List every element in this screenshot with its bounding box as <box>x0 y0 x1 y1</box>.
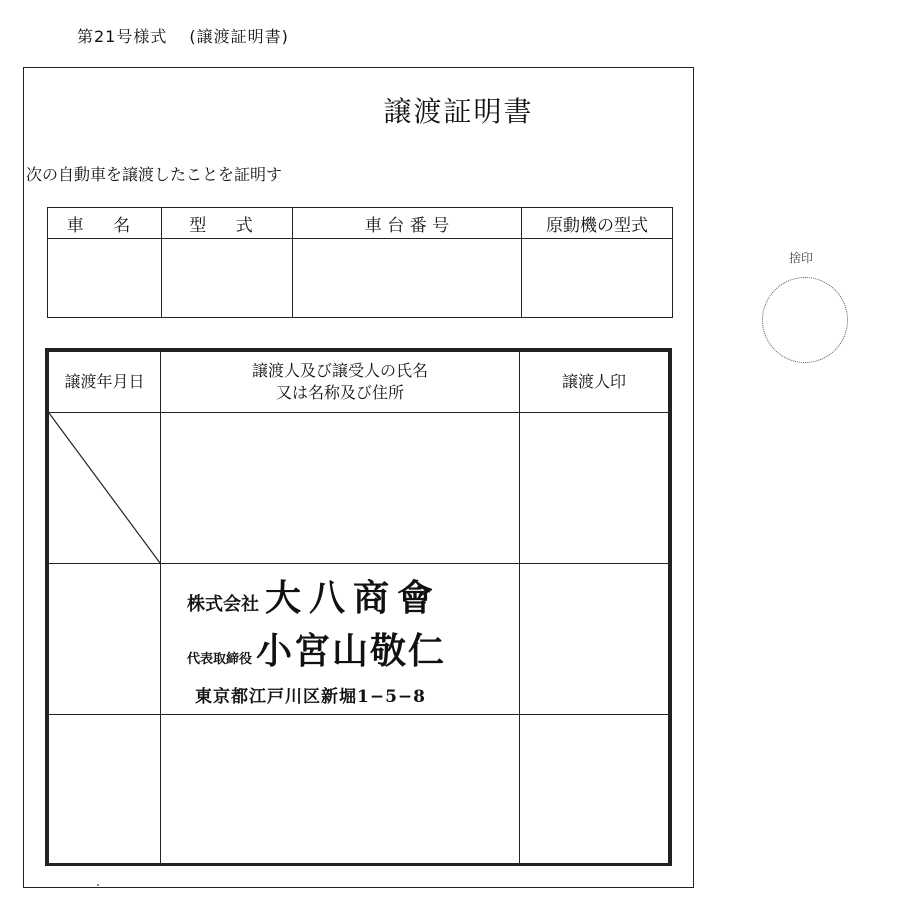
form-number-text: 第21号様式 <box>77 27 168 46</box>
date-cell-crossed <box>49 413 161 564</box>
chassis-number-field[interactable] <box>293 239 522 318</box>
engine-model-field[interactable] <box>522 239 673 318</box>
page-title: 譲渡証明書 <box>383 95 534 128</box>
vehicle-header-row <box>48 208 673 239</box>
header-car-name: 車 名 <box>48 208 162 239</box>
seal-cell[interactable] <box>520 564 669 715</box>
date-cell[interactable] <box>49 715 161 866</box>
header-engine-model: 原動機の型式 <box>522 208 673 239</box>
model-field[interactable] <box>162 239 293 318</box>
diagonal-line <box>49 413 160 563</box>
transfer-row <box>49 413 669 564</box>
stamp-person: 小宮山敬仁 <box>256 630 447 672</box>
header-chassis-number: 車 台 番 号 <box>293 208 522 239</box>
transfer-header-row <box>49 352 669 413</box>
form-number <box>77 24 289 47</box>
header-names-line1: 譲渡人及び譲受人の氏名 <box>251 360 428 380</box>
seal-cell[interactable] <box>520 413 669 564</box>
form-name: (譲渡証明書) <box>189 27 289 46</box>
header-transferor-seal: 譲渡人印 <box>520 352 669 413</box>
header-model: 型 式 <box>162 208 293 239</box>
scan-speck <box>97 884 99 886</box>
names-cell[interactable] <box>161 715 520 866</box>
names-cell-stamped[interactable] <box>161 564 520 715</box>
seal-cell[interactable] <box>520 715 669 866</box>
car-name-field[interactable] <box>48 239 162 318</box>
vehicle-input-row <box>48 239 673 318</box>
vehicle-table <box>47 207 673 318</box>
header-names-line2: 又は名称及び住所 <box>275 383 404 402</box>
header-transfer-date: 譲渡年月日 <box>49 352 161 413</box>
header-names <box>161 352 520 413</box>
stamp-company-name: 大八商會 <box>265 577 442 619</box>
date-cell[interactable] <box>49 564 161 715</box>
thumbprint-circle[interactable] <box>762 277 848 363</box>
company-stamp <box>187 570 446 707</box>
transfer-row <box>49 564 669 715</box>
transfer-table <box>48 351 669 866</box>
transfer-row <box>49 715 669 866</box>
stamp-address: 東京都江戸川区新堀1−5−8 <box>195 687 426 707</box>
thumbprint-label: 捨印 <box>789 251 814 265</box>
transfer-table-frame <box>45 348 672 866</box>
stamp-company-prefix: 株式会社 <box>187 594 259 615</box>
intro-text: 次の自動車を譲渡したことを証明す <box>26 165 283 184</box>
stamp-title: 代表取締役 <box>187 652 253 667</box>
names-cell[interactable] <box>161 413 520 564</box>
